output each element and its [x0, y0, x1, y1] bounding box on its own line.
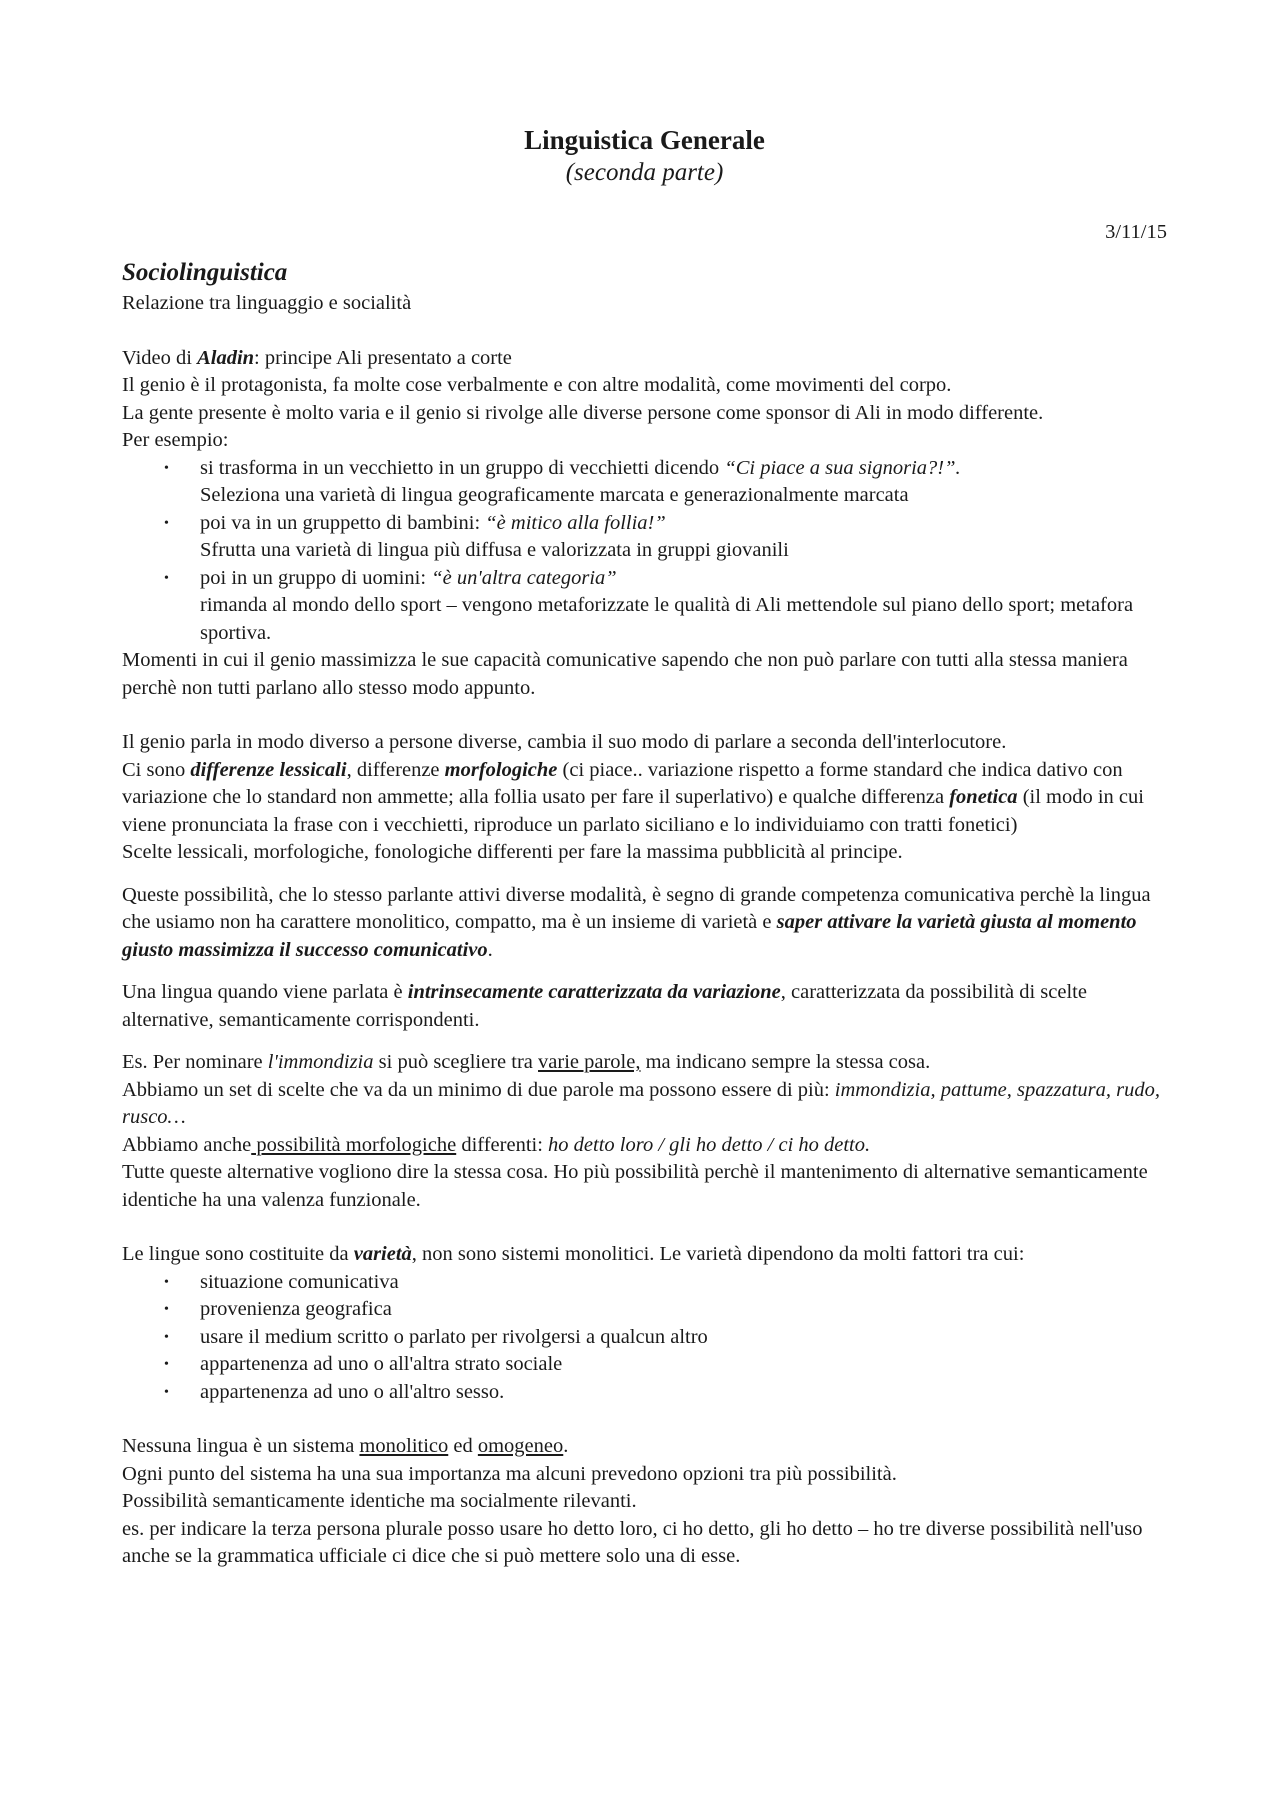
- paragraph-possibilita: Possibilità semanticamente identiche ma socialmente rilevanti.: [122, 1490, 637, 1512]
- document-date: 3/11/15: [1105, 221, 1167, 243]
- list-item: • si trasforma in un vecchietto in un gruppo di vecchietti dicendo “Ci piace a sua signoria?!”. Seleziona una varietà di lingua geograficamente marcata e generazionalmente marcata: [122, 455, 1167, 510]
- section-intro: Relazione tra linguaggio e socialità: [122, 292, 412, 314]
- film-name: Aladin: [197, 346, 255, 369]
- list-item: • poi in un gruppo di uomini: “è un'altra categoria” rimanda al mondo dello sport – vengono metaforizzate le qualità di Ali mettendole sul piano dello sport; metafora sportiva.: [122, 565, 1167, 648]
- document-title: Linguistica Generale: [524, 125, 765, 155]
- example-quote: “è mitico alla follia!”: [485, 511, 666, 534]
- list-item: • situazione comunicativa: [122, 1269, 1167, 1297]
- paragraph-varieta: Le lingue sono costituite da varietà, non sono sistemi monolitici. Le varietà dipendono da molti fattori tra cui:: [122, 1243, 1025, 1265]
- paragraph-alternative: Tutte queste alternative vogliono dire la stessa cosa. Ho più possibilità perchè il mantenimento di alternative semanticamente identiche ha una valenza funzionale.: [122, 1161, 1148, 1211]
- list-item: • appartenenza ad uno o all'altro sesso.: [122, 1379, 1167, 1407]
- example-note: rimanda al mondo dello sport – vengono metaforizzate le qualità di Ali mettendole sul piano dello sport; metafora sportiva.: [200, 594, 1134, 644]
- video-line-3: La gente presente è molto varia e il genio si rivolge alle diverse persone come sponsor di Ali in modo differente.: [122, 401, 1044, 424]
- example-note: Seleziona una varietà di lingua geograficamente marcata e generazionalmente marcata: [200, 484, 909, 506]
- paragraph-momenti: Momenti in cui il genio massimizza le sue capacità comunicative sapendo che non può parlare con tutti alla stessa maniera perchè non tutti parlano allo stesso modo appunto.: [122, 649, 1128, 699]
- video-line-1: Video di Aladin: principe Ali presentato a corte: [122, 346, 512, 369]
- factors-list: [122, 1269, 1167, 1407]
- video-line-2: Il genio è il protagonista, fa molte cose verbalmente e con altre modalità, come movimenti del corpo.: [122, 374, 952, 396]
- paragraph-punto-sistema: Ogni punto del sistema ha una sua importanza ma alcuni prevedono opzioni tra più possibilità.: [122, 1462, 897, 1485]
- list-item: • poi va in un gruppetto di bambini: “è mitico alla follia!” Sfrutta una varietà di lingua più diffusa e valorizzata in gruppi giovanili: [122, 510, 1167, 565]
- example-quote: “Ci piace a sua signoria?!”.: [724, 456, 961, 479]
- paragraph-scelte: Scelte lessicali, morfologiche, fonologiche differenti per fare la massima pubblicità al principe.: [122, 841, 903, 863]
- section-title: Sociolinguistica: [122, 259, 288, 286]
- title-block: [122, 124, 1167, 190]
- document-subtitle: (seconda parte): [565, 159, 724, 186]
- paragraph-variazione: Una lingua quando viene parlata è intrinsecamente caratterizzata da variazione, caratterizzata da possibilità di scelte alternative, semanticamente corrispondenti.: [122, 981, 1087, 1031]
- list-item: • usare il medium scritto o parlato per rivolgersi a qualcun altro: [122, 1324, 1167, 1352]
- paragraph-morfologiche: Abbiamo anche possibilità morfologiche differenti: ho detto loro / gli ho detto / ci ho detto.: [122, 1133, 871, 1156]
- paragraph-competenza: Queste possibilità, che lo stesso parlante attivi diverse modalità, è segno di grande competenza comunicativa perchè la lingua che usiamo non ha carattere monolitico, compatto, ma è un insieme di varietà e saper attivare la varietà giusta al momento giusto massimizza il successo comunicativo.: [122, 883, 1151, 961]
- examples-list: [122, 455, 1167, 648]
- example-quote: “è un'altra categoria”: [431, 566, 617, 589]
- list-item: • appartenenza ad uno o all'altra strato sociale: [122, 1351, 1167, 1379]
- list-item: • provenienza geografica: [122, 1296, 1167, 1324]
- paragraph-monolitico: Nessuna lingua è un sistema monolitico ed omogeneo.: [122, 1435, 569, 1457]
- paragraph-genio-line: Il genio parla in modo diverso a persone diverse, cambia il suo modo di parlare a seconda dell'interlocutore.: [122, 731, 1007, 753]
- example-note: Sfrutta una varietà di lingua più diffusa e valorizzata in gruppi giovanili: [200, 539, 789, 561]
- paragraph-differenze: Ci sono differenze lessicali, differenze morfologiche (ci piace.. variazione rispetto a forme standard che indica dativo con variazione che lo standard non ammette; alla follia usato per fare il superlativo) e qualche differenza fonetica (il modo in cui viene pronunciata la frase con i vecchietti, riproduce un parlato siciliano e lo individuiamo con tratti fonetici): [122, 758, 1144, 836]
- paragraph-set-scelte: Abbiamo un set di scelte che va da un minimo di due parole ma possono essere di più: immondizia, pattume, spazzatura, rudo, rusco…: [122, 1078, 1160, 1128]
- video-line-4: Per esempio:: [122, 429, 229, 451]
- paragraph-immondizia: Es. Per nominare l'immondizia si può scegliere tra varie parole, ma indicano sempre la stessa cosa.: [122, 1051, 931, 1073]
- section-sociolinguistica: [122, 256, 1167, 1571]
- paragraph-terza-persona: es. per indicare la terza persona plurale posso usare ho detto loro, ci ho detto, gli ho detto – ho tre diverse possibilità nell'uso anche se la grammatica ufficiale ci dice che si può mettere solo una di esse.: [122, 1517, 1143, 1567]
